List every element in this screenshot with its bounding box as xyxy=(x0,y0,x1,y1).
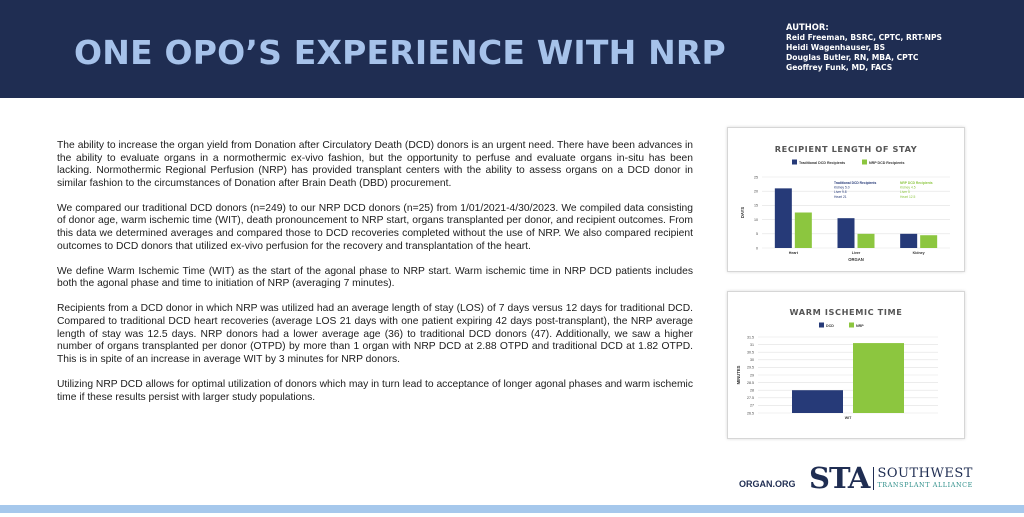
results-paragraph: Recipients from a DCD donor in which NRP was utilized had an average length of stay (LOS) of 7 days versus 12 days for traditional DCD. Compared to traditional DCD heart recoveries (average LOS 21 days with one patient expiring 42 days post-transplant), the NRP average length of stay was 12.5 days. NRP donors had a lower average age (36) to traditional DCD donors (47). Additionally, we saw a higher number of organs transplanted per donor (OTPD) by more than 1 organ with NRP DCD at 2.88 OTPD and traditional DCD at 1.82 OTPD. This is in spite of an increase in average WIT by 3 minutes for NRP donors. xyxy=(57,303,693,365)
data-annotation: Traditional DCD Recipients xyxy=(834,181,877,185)
bar xyxy=(900,234,917,248)
data-annotation: Kidney 4.5 xyxy=(900,185,916,190)
data-annotation: Heart 12.5 xyxy=(900,194,916,199)
bar xyxy=(858,234,875,248)
bar xyxy=(838,218,855,248)
x-axis-label: ORGAN xyxy=(848,257,864,262)
logo-wordmark xyxy=(873,467,973,490)
y-tick-label: 27 xyxy=(750,403,754,408)
sta-logo xyxy=(809,463,973,493)
author-name: Heidi Wagenhauser, BS xyxy=(786,43,886,52)
definition-paragraph: We define Warm Ischemic Time (WIT) as the start of the agonal phase to NRP start. Warm ischemic time in NRP DCD patients includes both the agonal phase and time to initiation of NRP (averaging 7 minutes). xyxy=(57,265,693,290)
y-tick-label: 15 xyxy=(754,203,758,208)
logo-mark-text: STA xyxy=(809,461,870,495)
author-label: AUTHOR: xyxy=(786,22,829,32)
legend-swatch xyxy=(849,323,854,328)
conclusion-paragraph: Utilizing NRP DCD allows for optimal utilization of donors which may in turn lead to acceptance of longer agonal phases and warm ischemic time if these results persist with larger study populations. xyxy=(57,378,693,403)
bottom-accent-bar xyxy=(0,505,1024,513)
legend-label: NRP xyxy=(856,324,864,328)
author-name: Douglas Butler, RN, MBA, CPTC xyxy=(786,53,919,62)
y-tick-label: 26.5 xyxy=(747,411,754,416)
x-tick-label: Kidney xyxy=(912,251,925,255)
data-annotation: Liver 9.8 xyxy=(834,190,847,195)
x-tick-label: WIT xyxy=(844,416,852,420)
author-name: Geoffrey Funk, MD, FACS xyxy=(786,63,893,72)
methods-paragraph: We compared our traditional DCD donors (n=249) to our NRP DCD donors (n=25) from 1/01/2021-4/30/2023. We compiled data consisting of donor age, warm ischemic time (WIT), death pronouncement to NRP start, organs transplanted per donor, and recipient outcomes. From this data we determined averages and compared those to DCD recoveries completed without the use of NRP. We also compared recipient outcomes to DCD donors that utilized ex-vivo perfusion for the recovery and transplantation of the heart. xyxy=(57,202,693,252)
logo-name: SOUTHWEST xyxy=(877,466,973,481)
bar xyxy=(853,343,904,413)
x-tick-label: Liver xyxy=(851,251,861,255)
intro-paragraph: The ability to increase the organ yield from Donation after Circulatory Death (DCD) donors is an urgent need. There have been advances in the ability to evaluate organs in a normothermic ex-vivo fashion, but the opportunity to perfuse and evaluate organs in-situ has been lacking. Normothermic Regional Perfusion (NRP) has provided transplant centers with the ability to assess organs on a DCD donor in similar fashion to the circumstances of Donation after Brain Death (DBD) procurement. xyxy=(57,140,693,189)
website-link[interactable]: ORGAN.ORG xyxy=(739,479,796,489)
los-chart xyxy=(728,128,964,271)
y-tick-label: 20 xyxy=(754,189,758,194)
data-annotation: Liver 5 xyxy=(900,190,910,195)
chart-title: RECIPIENT LENGTH OF STAY xyxy=(774,144,918,154)
bar xyxy=(795,213,812,249)
legend-swatch xyxy=(819,323,824,328)
y-axis-label: DAYS xyxy=(740,206,745,219)
y-tick-label: 5 xyxy=(756,232,758,237)
y-tick-label: 30.5 xyxy=(747,350,754,355)
bar xyxy=(792,390,843,413)
y-tick-label: 31 xyxy=(750,342,754,347)
legend-label: NRP DCD Recipients xyxy=(869,161,905,165)
header-banner xyxy=(0,0,1024,98)
logo-mark xyxy=(809,463,869,493)
y-tick-label: 28.5 xyxy=(747,380,754,385)
legend-swatch xyxy=(862,160,867,165)
x-tick-label: Heart xyxy=(788,251,798,255)
legend-label: DCD xyxy=(826,324,834,328)
wit-chart xyxy=(728,292,964,438)
poster-title: ONE OPO’S EXPERIENCE WITH NRP xyxy=(74,33,726,72)
legend-swatch xyxy=(792,160,797,165)
wit-chart-card xyxy=(727,291,965,439)
bar xyxy=(775,188,792,248)
y-tick-label: 29 xyxy=(750,373,754,378)
y-tick-label: 0 xyxy=(756,246,758,251)
y-tick-label: 25 xyxy=(754,175,758,180)
y-axis-label: MINUTES xyxy=(736,365,741,385)
author-list xyxy=(786,22,942,73)
data-annotation: Heart 21 xyxy=(834,194,847,199)
logo-subtitle: TRANSPLANT ALLIANCE xyxy=(877,481,973,489)
chart-title: WARM ISCHEMIC TIME xyxy=(789,307,903,317)
data-annotation: NRP DCD Recipients xyxy=(900,181,933,185)
data-annotation: Kidney 5.0 xyxy=(834,185,850,190)
y-tick-label: 30 xyxy=(750,358,754,363)
los-chart-card xyxy=(727,127,965,272)
y-tick-label: 27.5 xyxy=(747,396,754,401)
author-name: Reid Freeman, BSRC, CPTC, RRT-NPS xyxy=(786,33,942,42)
legend-label: Traditional DCD Recipients xyxy=(799,161,846,165)
y-tick-label: 31.5 xyxy=(747,335,754,340)
y-tick-label: 10 xyxy=(754,217,758,222)
y-tick-label: 28 xyxy=(750,388,754,393)
y-tick-label: 29.5 xyxy=(747,365,754,370)
bar xyxy=(920,235,937,248)
body-text xyxy=(57,140,693,417)
